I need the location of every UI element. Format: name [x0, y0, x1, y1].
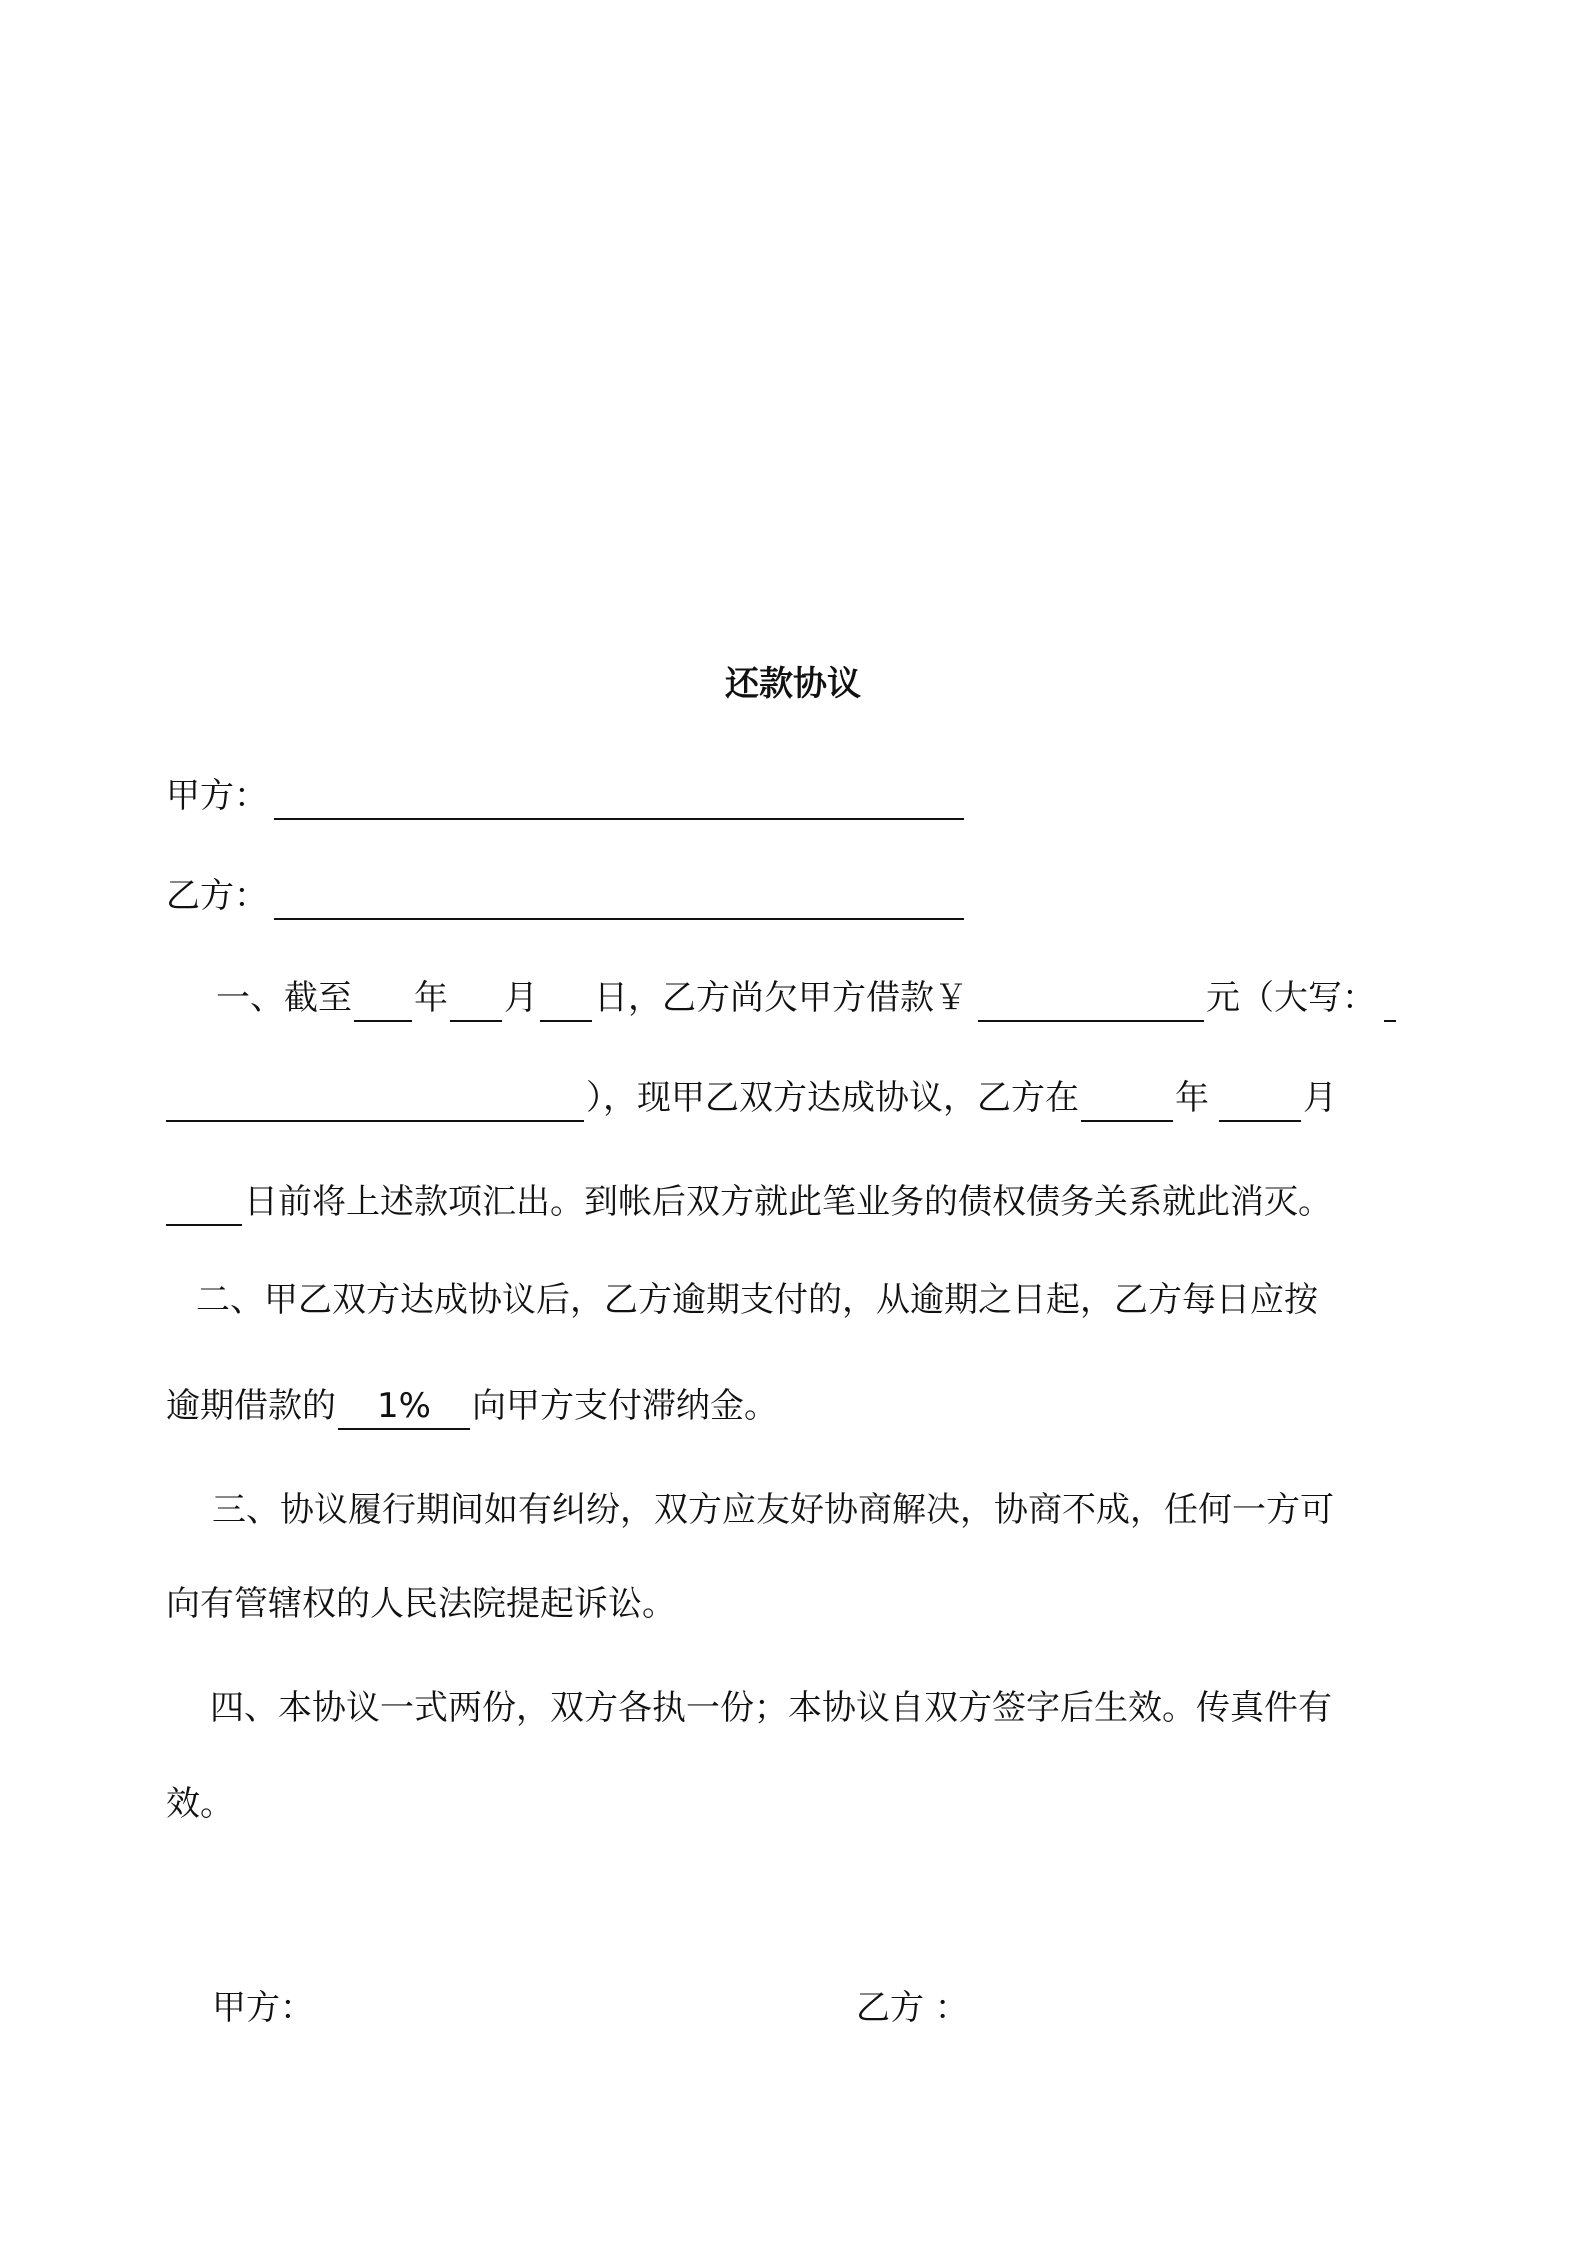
clause3-line2: 向有管辖权的人民法院提起诉讼。 — [166, 1584, 676, 1624]
clause1-day-blank[interactable] — [540, 980, 592, 1022]
clause2-lead: 逾期借款的 — [166, 1386, 336, 1426]
clause1-year-label: 年 — [414, 978, 448, 1018]
signature-party-a: 甲方： — [212, 1988, 314, 2028]
clause1-yuan-text: 元（大写： — [1206, 978, 1376, 1018]
clause1-pay-month-blank[interactable] — [1219, 1080, 1301, 1122]
party-a-blank[interactable] — [274, 778, 964, 820]
clause2-rate-field[interactable]: 1% — [338, 1382, 470, 1430]
clause1-line1 — [216, 974, 1398, 1022]
clause1-uppercase-blank-start[interactable] — [1384, 980, 1396, 1022]
clause1-pay-month-label: 月 — [1303, 1078, 1337, 1118]
clause2-line1: 二、甲乙双方达成协议后，乙方逾期支付的，从逾期之日起，乙方每日应按 — [196, 1280, 1318, 1320]
clause1-line3 — [166, 1178, 1332, 1226]
party-b-line — [166, 872, 966, 920]
clause4-line1: 四、本协议一式两份，双方各执一份；本协议自双方签字后生效。传真件有 — [210, 1688, 1332, 1728]
clause1-lead: 一、截至 — [216, 978, 352, 1018]
party-a-label: 甲方： — [166, 776, 268, 816]
document-title: 还款协议 — [725, 664, 861, 704]
clause2-line2 — [166, 1382, 778, 1430]
clause1-pay-day-blank[interactable] — [166, 1184, 242, 1226]
clause1-amount-blank[interactable] — [978, 980, 1204, 1022]
clause1-month-blank[interactable] — [450, 980, 502, 1022]
clause1-year-blank[interactable] — [354, 980, 412, 1022]
clause1-line2 — [166, 1074, 1337, 1122]
party-b-blank[interactable] — [274, 878, 964, 920]
signature-party-b: 乙方 ： — [856, 1988, 969, 2028]
clause1-line2-mid: ），现甲乙双方达成协议，乙方在 — [586, 1078, 1079, 1118]
clause1-day-text: 日，乙方尚欠甲方借款￥ — [594, 978, 968, 1018]
clause1-uppercase-blank[interactable] — [166, 1080, 584, 1122]
clause1-line3-tail: 日前将上述款项汇出。到帐后双方就此笔业务的债权债务关系就此消灭。 — [244, 1182, 1332, 1222]
clause1-pay-year-blank[interactable] — [1081, 1080, 1173, 1122]
clause2-tail: 向甲方支付滞纳金。 — [472, 1386, 778, 1426]
clause1-month-label: 月 — [504, 978, 538, 1018]
party-b-label: 乙方： — [166, 876, 268, 916]
clause3-line1: 三、协议履行期间如有纠纷，双方应友好协商解决，协商不成，任何一方可 — [212, 1490, 1334, 1530]
party-a-line — [166, 772, 966, 820]
clause1-pay-year-label: 年 — [1175, 1078, 1209, 1118]
clause4-line2: 效。 — [166, 1784, 234, 1824]
